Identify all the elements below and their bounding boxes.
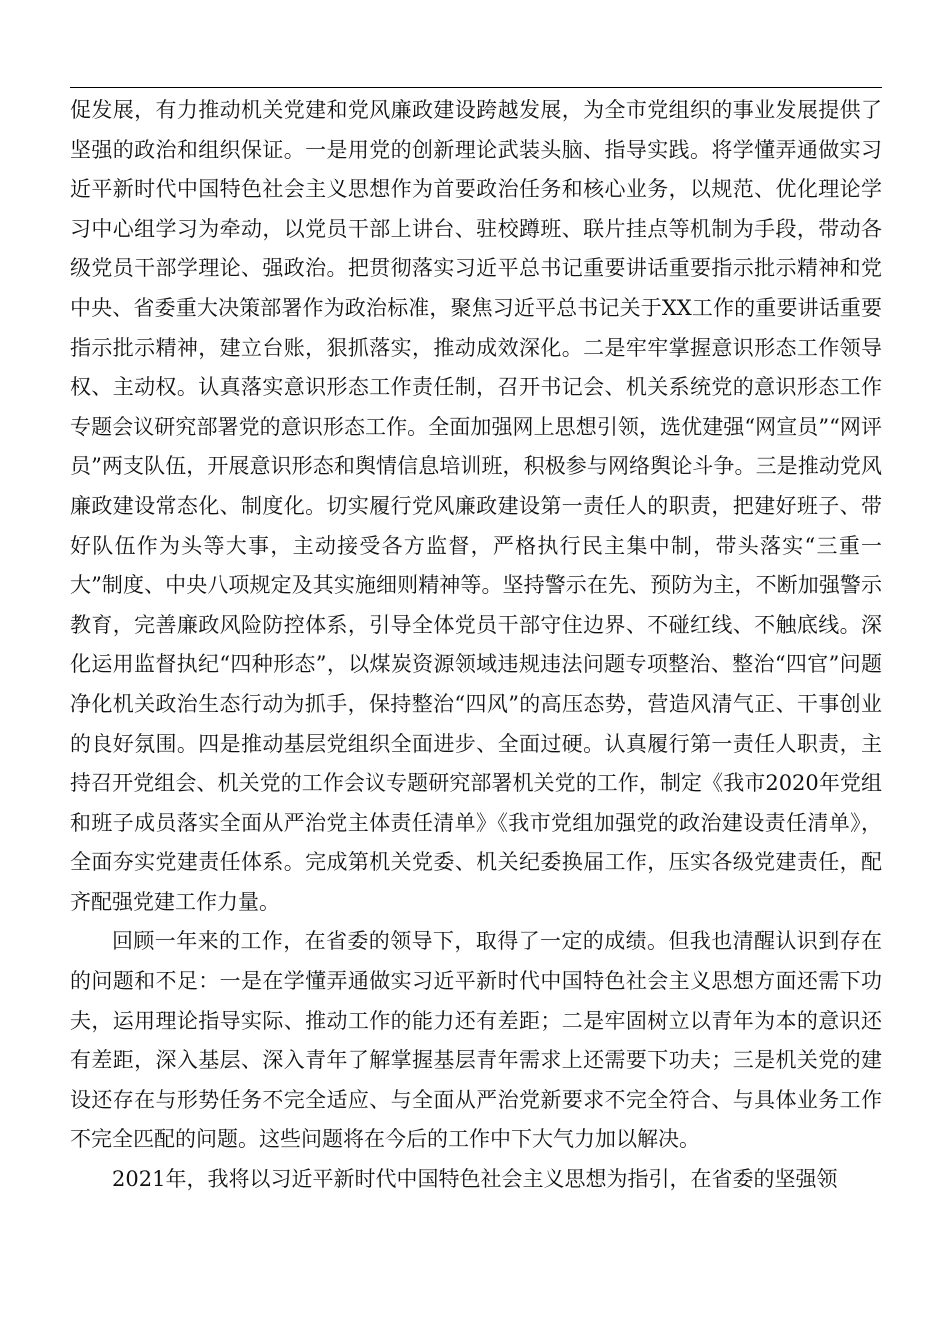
- document-body: [70, 91, 882, 1200]
- paragraph-continuation: 促发展，有力推动机关党建和党风廉政建设跨越发展，为全市党组织的事业发展提供了坚强的政治和组织保证。一是用党的创新理论武装头脑、指导实践。将学懂弄通做实习近平新时代中国特色社会主义思想作为首要政治任务和核心业务，以规范、优化理论学习中心组学习为牵动，以党员干部上讲台、驻校蹲班、联片挂点等机制为手段，带动各级党员干部学理论、强政治。把贯彻落实习近平总书记重要讲话重要指示批示精神和党中央、省委重大决策部署作为政治标准，聚焦习近平总书记关于XX工作的重要讲话重要指示批示精神，建立台账，狠抓落实，推动成效深化。二是牢牢掌握意识形态工作领导权、主动权。认真落实意识形态工作责任制，召开书记会、机关系统党的意识形态工作专题会议研究部署党的意识形态工作。全面加强网上思想引领，选优建强“网宣员”“网评员”两支队伍，开展意识形态和舆情信息培训班，积极参与网络舆论斗争。三是推动党风廉政建设常态化、制度化。切实履行党风廉政建设第一责任人的职责，把建好班子、带好队伍作为头等大事，主动接受各方监督，严格执行民主集中制，带头落实“三重一大”制度、中央八项规定及其实施细则精神等。坚持警示在先、预防为主，不断加强警示教育，完善廉政风险防控体系，引导全体党员干部守住边界、不碰红线、不触底线。深化运用监督执纪“四种形态”，以煤炭资源领域违规违法问题专项整治、整治“四官”问题净化机关政治生态行动为抓手，保持整治“四风”的高压态势，营造风清气正、干事创业的良好氛围。四是推动基层党组织全面进步、全面过硬。认真履行第一责任人职责，主持召开党组会、机关党的工作会议专题研究部署机关党的工作，制定《我市2020年党组和班子成员落实全面从严治党主体责任清单》《我市党组加强党的政治建设责任清单》，全面夯实党建责任体系。完成第机关党委、机关纪委换届工作，压实各级党建责任，配齐配强党建工作力量。: [70, 98, 882, 914]
- paragraph-review: 回顾一年来的工作，在省委的领导下，取得了一定的成绩。但我也清醒认识到存在的问题和不足：一是在学懂弄通做实习近平新时代中国特色社会主义思想方面还需下功夫，运用理论指导实际、推动工作的能力还有差距；二是牢固树立以青年为本的意识还有差距，深入基层、深入青年了解掌握基层青年需求上还需要下功夫；三是机关党的建设还存在与形势任务不完全适应、与全面从严治党新要求不完全符合、与具体业务工作不完全匹配的问题。这些问题将在今后的工作中下大气力加以解决。: [70, 929, 882, 1152]
- paragraph-2021-plan: 2021年，我将以习近平新时代中国特色社会主义思想为指引，在省委的坚强领: [112, 1167, 838, 1192]
- header-rule: [70, 87, 882, 88]
